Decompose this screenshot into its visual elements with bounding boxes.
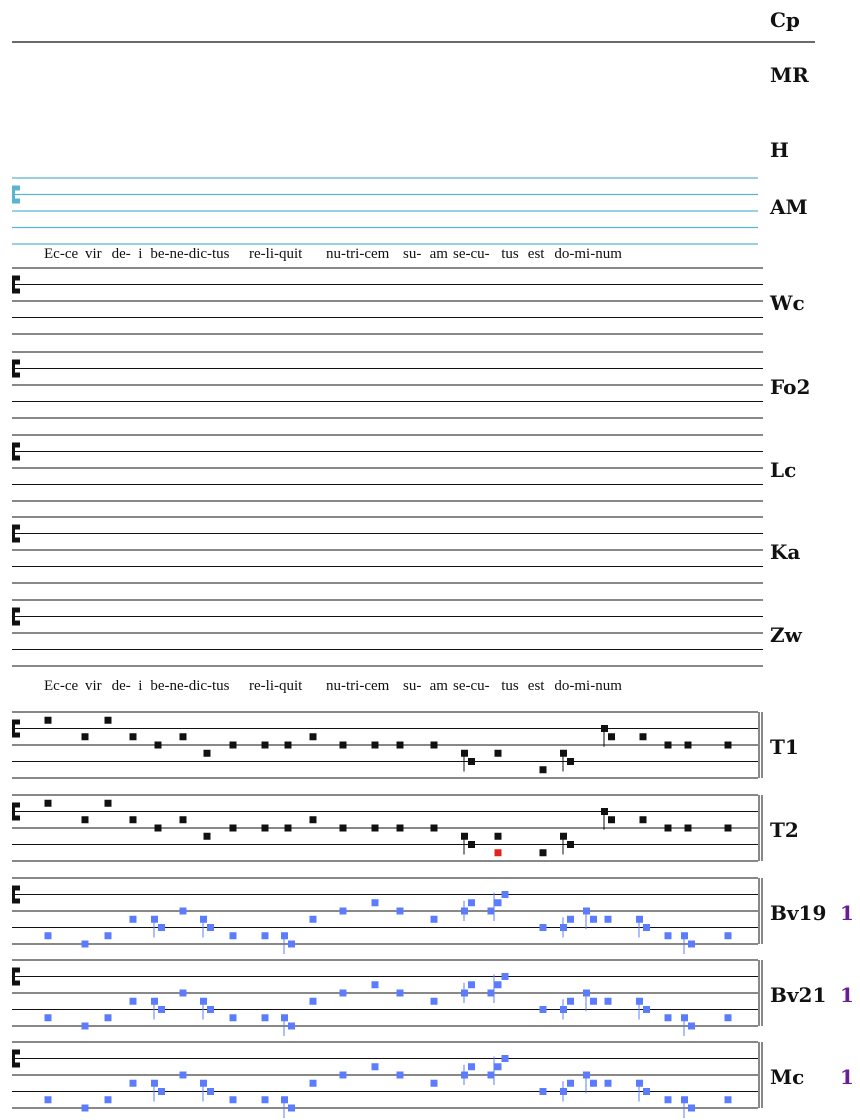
neume: [45, 1014, 52, 1021]
neume: [640, 733, 647, 740]
staff-t2: [12, 795, 758, 861]
neume: [495, 750, 502, 757]
neume: [540, 924, 547, 931]
lyric-syllable: be-ne-dic-tus: [150, 678, 230, 694]
siglum-bv21: Bv21: [770, 983, 827, 1007]
lyric-syllable: nu-tri-cem: [326, 678, 390, 694]
neume: [688, 1023, 695, 1030]
neume: [200, 1080, 207, 1087]
neume: [281, 932, 288, 939]
neume: [230, 1014, 237, 1021]
staff-wc: [12, 268, 763, 334]
staff-fo2: [12, 352, 763, 418]
neume: [180, 816, 187, 823]
neume: [461, 833, 468, 840]
neume: [45, 800, 52, 807]
siglum-lc: Lc: [770, 458, 797, 482]
siglum-h: H: [770, 138, 789, 162]
neume: [281, 1096, 288, 1103]
neume: [605, 1080, 612, 1087]
neume: [461, 990, 468, 997]
neume: [340, 1072, 347, 1079]
neume: [636, 998, 643, 1005]
neume: [180, 990, 187, 997]
lyric-syllable: de-: [111, 246, 131, 262]
neume: [200, 916, 207, 923]
neume: [725, 1014, 732, 1021]
neume: [262, 1096, 269, 1103]
neume: [310, 733, 317, 740]
neume: [431, 742, 438, 749]
neume: [688, 1105, 695, 1112]
neume: [105, 1014, 112, 1021]
neume: [397, 1072, 404, 1079]
neume: [340, 742, 347, 749]
lyric-syllable: am: [429, 246, 448, 262]
neume: [590, 916, 597, 923]
neume: [495, 981, 502, 988]
neume: [567, 758, 574, 765]
neume: [130, 998, 137, 1005]
neume: [431, 1080, 438, 1087]
lyric-syllable: tus: [501, 678, 519, 694]
neume: [340, 825, 347, 832]
siglum-t1: T1: [770, 735, 799, 759]
neume: [288, 1105, 295, 1112]
lyric-syllable: i: [138, 678, 143, 694]
neume: [468, 981, 475, 988]
staff-am: [12, 178, 758, 244]
neume: [540, 766, 547, 773]
neume: [665, 1096, 672, 1103]
neume: [82, 941, 89, 948]
neume: [340, 990, 347, 997]
neume: [665, 742, 672, 749]
neume: [158, 924, 165, 931]
lyric-syllable: su-: [403, 246, 422, 262]
neume: [431, 998, 438, 1005]
lyric-syllable: vir: [85, 246, 102, 262]
lyric-syllable: est: [527, 678, 545, 694]
neume: [262, 932, 269, 939]
neume: [180, 733, 187, 740]
neume: [230, 1096, 237, 1103]
lyric-syllable: do-mi-num: [554, 678, 622, 694]
neume: [130, 816, 137, 823]
siglum-zw: Zw: [770, 623, 802, 647]
neume: [372, 825, 379, 832]
siglum-ka: Ka: [770, 540, 801, 564]
neume: [207, 1006, 214, 1013]
neume: [567, 1080, 574, 1087]
neume: [285, 742, 292, 749]
neume: [688, 941, 695, 948]
lyric-syllable: est: [527, 246, 545, 262]
neume: [665, 1014, 672, 1021]
neume: [643, 1006, 650, 1013]
neume: [725, 742, 732, 749]
neume: [158, 1006, 165, 1013]
neume: [468, 758, 475, 765]
neume: [605, 998, 612, 1005]
neume: [155, 825, 162, 832]
neume: [640, 816, 647, 823]
neume: [583, 990, 590, 997]
neume: [468, 899, 475, 906]
neume: [230, 932, 237, 939]
neume: [310, 816, 317, 823]
neume: [310, 1080, 317, 1087]
neume: [431, 916, 438, 923]
neume: [310, 998, 317, 1005]
siglum-wc: Wc: [770, 291, 805, 315]
neume: [636, 916, 643, 923]
lyric-syllable: Ec-ce: [44, 678, 79, 694]
lyric-syllable: tus: [501, 246, 519, 262]
neume: [372, 1063, 379, 1070]
staff-mc: [12, 1042, 758, 1108]
neume: [262, 825, 269, 832]
neume: [567, 998, 574, 1005]
staff-zw: [12, 600, 763, 666]
lyric-syllable: do-mi-num: [554, 246, 622, 262]
neume: [488, 908, 495, 915]
neume: [130, 916, 137, 923]
neume: [82, 1023, 89, 1030]
neume: [681, 1014, 688, 1021]
siglum-bv19: Bv19: [770, 901, 827, 925]
neume: [207, 1088, 214, 1095]
neume: [590, 998, 597, 1005]
neume: [583, 908, 590, 915]
neume: [495, 833, 502, 840]
neume: [685, 742, 692, 749]
neume: [681, 1096, 688, 1103]
neume: [105, 1096, 112, 1103]
neume: [567, 841, 574, 848]
neume: [540, 849, 547, 856]
neume: [105, 717, 112, 724]
neume: [151, 998, 158, 1005]
lyric-syllable: vir: [85, 678, 102, 694]
staff-ka: [12, 517, 763, 583]
neume: [665, 825, 672, 832]
lyric-syllable: re-li-quit: [249, 246, 303, 262]
neume: [340, 908, 347, 915]
neume: [725, 932, 732, 939]
neume: [372, 742, 379, 749]
neume: [495, 899, 502, 906]
lyric-syllable: i: [138, 246, 143, 262]
neume: [180, 908, 187, 915]
neume: [288, 941, 295, 948]
siglum-t2: T2: [770, 818, 799, 842]
neume: [207, 924, 214, 931]
siglum-mc: Mc: [770, 1065, 805, 1089]
lyric-syllable: re-li-quit: [249, 678, 303, 694]
neume: [560, 1088, 567, 1095]
neume: [643, 924, 650, 931]
neume: [230, 825, 237, 832]
neume: [495, 1063, 502, 1070]
neume: [397, 742, 404, 749]
neume: [488, 1072, 495, 1079]
neume: [230, 742, 237, 749]
neume: [608, 816, 615, 823]
header-label: Cp: [770, 8, 800, 32]
lyrics-line-1: [0, 246, 760, 266]
neume: [590, 1080, 597, 1087]
neume: [605, 916, 612, 923]
lyric-syllable: Ec-ce: [44, 246, 79, 262]
neume: [468, 1063, 475, 1070]
neume: [431, 825, 438, 832]
lyric-syllable: am: [429, 678, 448, 694]
variant-neume: [495, 849, 502, 856]
neume: [45, 1096, 52, 1103]
lyrics-line-2: [0, 678, 760, 698]
neume: [151, 916, 158, 923]
neume: [665, 932, 672, 939]
neume: [105, 932, 112, 939]
neume: [310, 916, 317, 923]
neume: [397, 825, 404, 832]
neume: [82, 816, 89, 823]
staff-bv19: [12, 878, 758, 944]
neume: [502, 1055, 509, 1062]
neume: [540, 1006, 547, 1013]
neume: [502, 891, 509, 898]
variant-count: 1: [840, 1065, 854, 1089]
neume: [560, 750, 567, 757]
neume: [262, 742, 269, 749]
lyric-syllable: su-: [403, 678, 422, 694]
neume: [725, 825, 732, 832]
neume: [82, 733, 89, 740]
neume: [608, 733, 615, 740]
staff-bv21: [12, 960, 758, 1026]
neume: [155, 742, 162, 749]
neume: [601, 808, 608, 815]
lyric-syllable: se-cu-: [453, 678, 490, 694]
siglum-fo2: Fo2: [770, 375, 811, 399]
variant-count: 1: [840, 901, 854, 925]
neume: [502, 973, 509, 980]
neume: [151, 1080, 158, 1087]
neume: [461, 908, 468, 915]
neume: [372, 899, 379, 906]
neume: [45, 717, 52, 724]
neume: [685, 825, 692, 832]
lyric-syllable: be-ne-dic-tus: [150, 246, 230, 262]
neume: [130, 733, 137, 740]
neume: [200, 998, 207, 1005]
neume: [560, 1006, 567, 1013]
neume: [288, 1023, 295, 1030]
neume: [461, 1072, 468, 1079]
neume: [180, 1072, 187, 1079]
neume: [567, 916, 574, 923]
lyric-syllable: de-: [111, 678, 131, 694]
lyric-syllable: nu-tri-cem: [326, 246, 390, 262]
neume: [643, 1088, 650, 1095]
neume: [560, 833, 567, 840]
siglum-mr: MR: [770, 63, 809, 87]
neume: [488, 990, 495, 997]
neume: [583, 1072, 590, 1079]
neume: [105, 800, 112, 807]
neume: [82, 1105, 89, 1112]
neume: [372, 981, 379, 988]
neume: [540, 1088, 547, 1095]
variant-count: 1: [840, 983, 854, 1007]
neume: [262, 1014, 269, 1021]
neume: [204, 750, 211, 757]
neume: [130, 1080, 137, 1087]
staff-t1: [12, 712, 758, 778]
staff-lc: [12, 435, 763, 501]
neume: [461, 750, 468, 757]
neume: [45, 932, 52, 939]
neume: [204, 833, 211, 840]
neume: [468, 841, 475, 848]
neume: [681, 932, 688, 939]
neume: [285, 825, 292, 832]
neume: [560, 924, 567, 931]
siglum-am: AM: [770, 195, 808, 219]
lyric-syllable: se-cu-: [453, 246, 490, 262]
neume: [281, 1014, 288, 1021]
neume: [158, 1088, 165, 1095]
neume: [397, 990, 404, 997]
neume: [397, 908, 404, 915]
neume: [601, 725, 608, 732]
neume: [636, 1080, 643, 1087]
neume: [725, 1096, 732, 1103]
